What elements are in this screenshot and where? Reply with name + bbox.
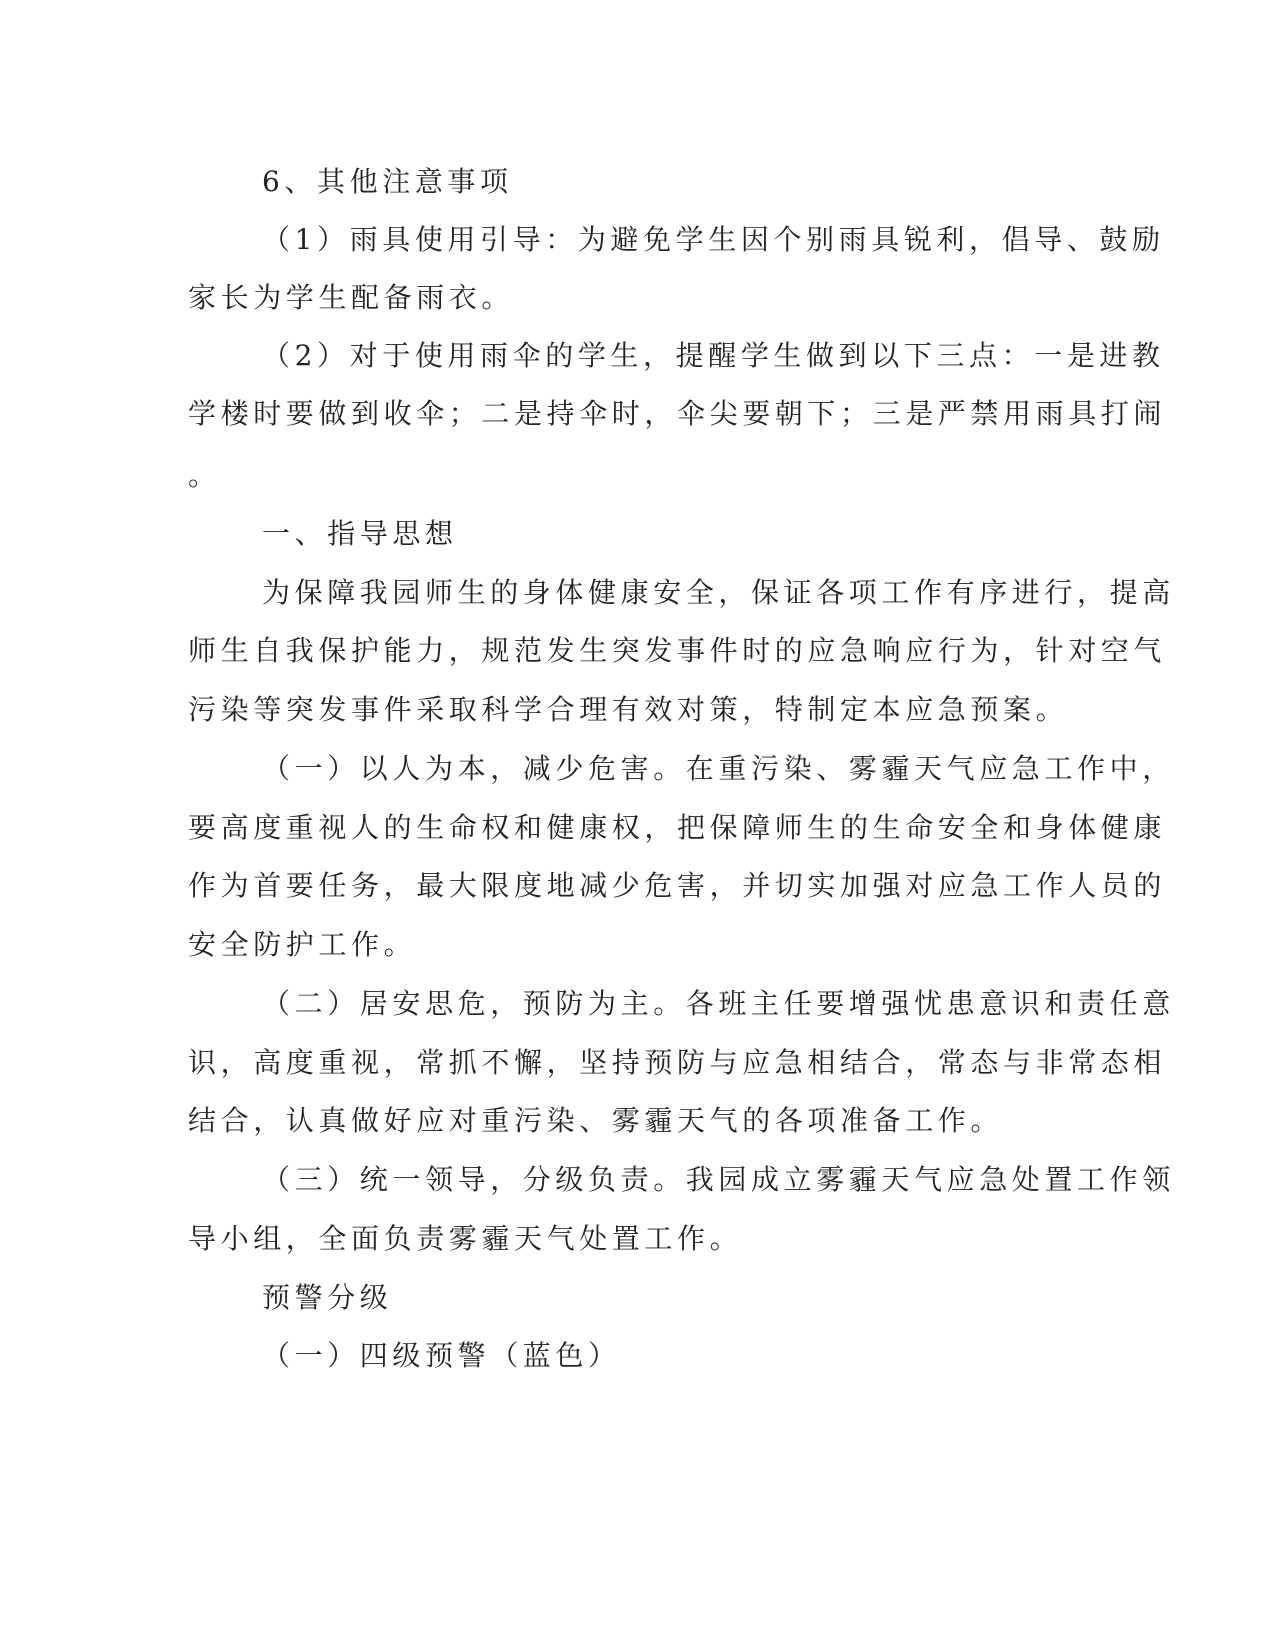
paragraph-line: 作为首要任务，最大限度地减少危害，并切实加强对应急工作人员的 bbox=[188, 869, 1167, 902]
paragraph-line: 学楼时要做到收伞；二是持伞时，伞尖要朝下；三是严禁用雨具打闹 bbox=[188, 397, 1167, 430]
paragraph-line: 导小组，全面负责雾霾天气处置工作。 bbox=[188, 1222, 743, 1255]
paragraph-line: 识，高度重视，常抓不懈，坚持预防与应急相结合，常态与非常态相 bbox=[188, 1046, 1167, 1079]
paragraph-line: 结合，认真做好应对重污染、雾霾天气的各项准备工作。 bbox=[188, 1104, 1004, 1137]
paragraph-line: 师生自我保护能力，规范发生突发事件时的应急响应行为，针对空气 bbox=[188, 634, 1167, 667]
paragraph-line: （1）雨具使用引导：为避免学生因个别雨具锐利，倡导、鼓励 bbox=[262, 223, 1165, 256]
paragraph-line: 污染等突发事件采取科学合理有效对策，特制定本应急预案。 bbox=[188, 693, 1069, 726]
paragraph-line: 要高度重视人的生命权和健康权，把保障师生的生命安全和身体健康 bbox=[188, 811, 1167, 844]
paragraph-line: 。 bbox=[188, 459, 221, 492]
paragraph-line: （三）统一领导，分级负责。我园成立雾霾天气应急处置工作领 bbox=[262, 1163, 1175, 1196]
paragraph-line: 安全防护工作。 bbox=[188, 928, 417, 961]
section-heading-guiding-thought: 一、指导思想 bbox=[262, 517, 458, 550]
paragraph-line: 为保障我园师生的身体健康安全，保证各项工作有序进行，提高 bbox=[262, 576, 1175, 609]
section-heading-other-notes: 6、其他注意事项 bbox=[262, 165, 513, 198]
paragraph-line: 家长为学生配备雨衣。 bbox=[188, 281, 515, 314]
paragraph-line: （2）对于使用雨伞的学生，提醒学生做到以下三点：一是进教 bbox=[262, 339, 1165, 372]
paragraph-line: （一）以人为本，减少危害。在重污染、雾霾天气应急工作中， bbox=[262, 752, 1175, 785]
paragraph-line: （二）居安思危，预防为主。各班主任要增强忧患意识和责任意 bbox=[262, 987, 1175, 1020]
subheading-level-four-warning: （一）四级预警（蓝色） bbox=[262, 1339, 621, 1372]
section-heading-warning-levels: 预警分级 bbox=[262, 1281, 393, 1314]
